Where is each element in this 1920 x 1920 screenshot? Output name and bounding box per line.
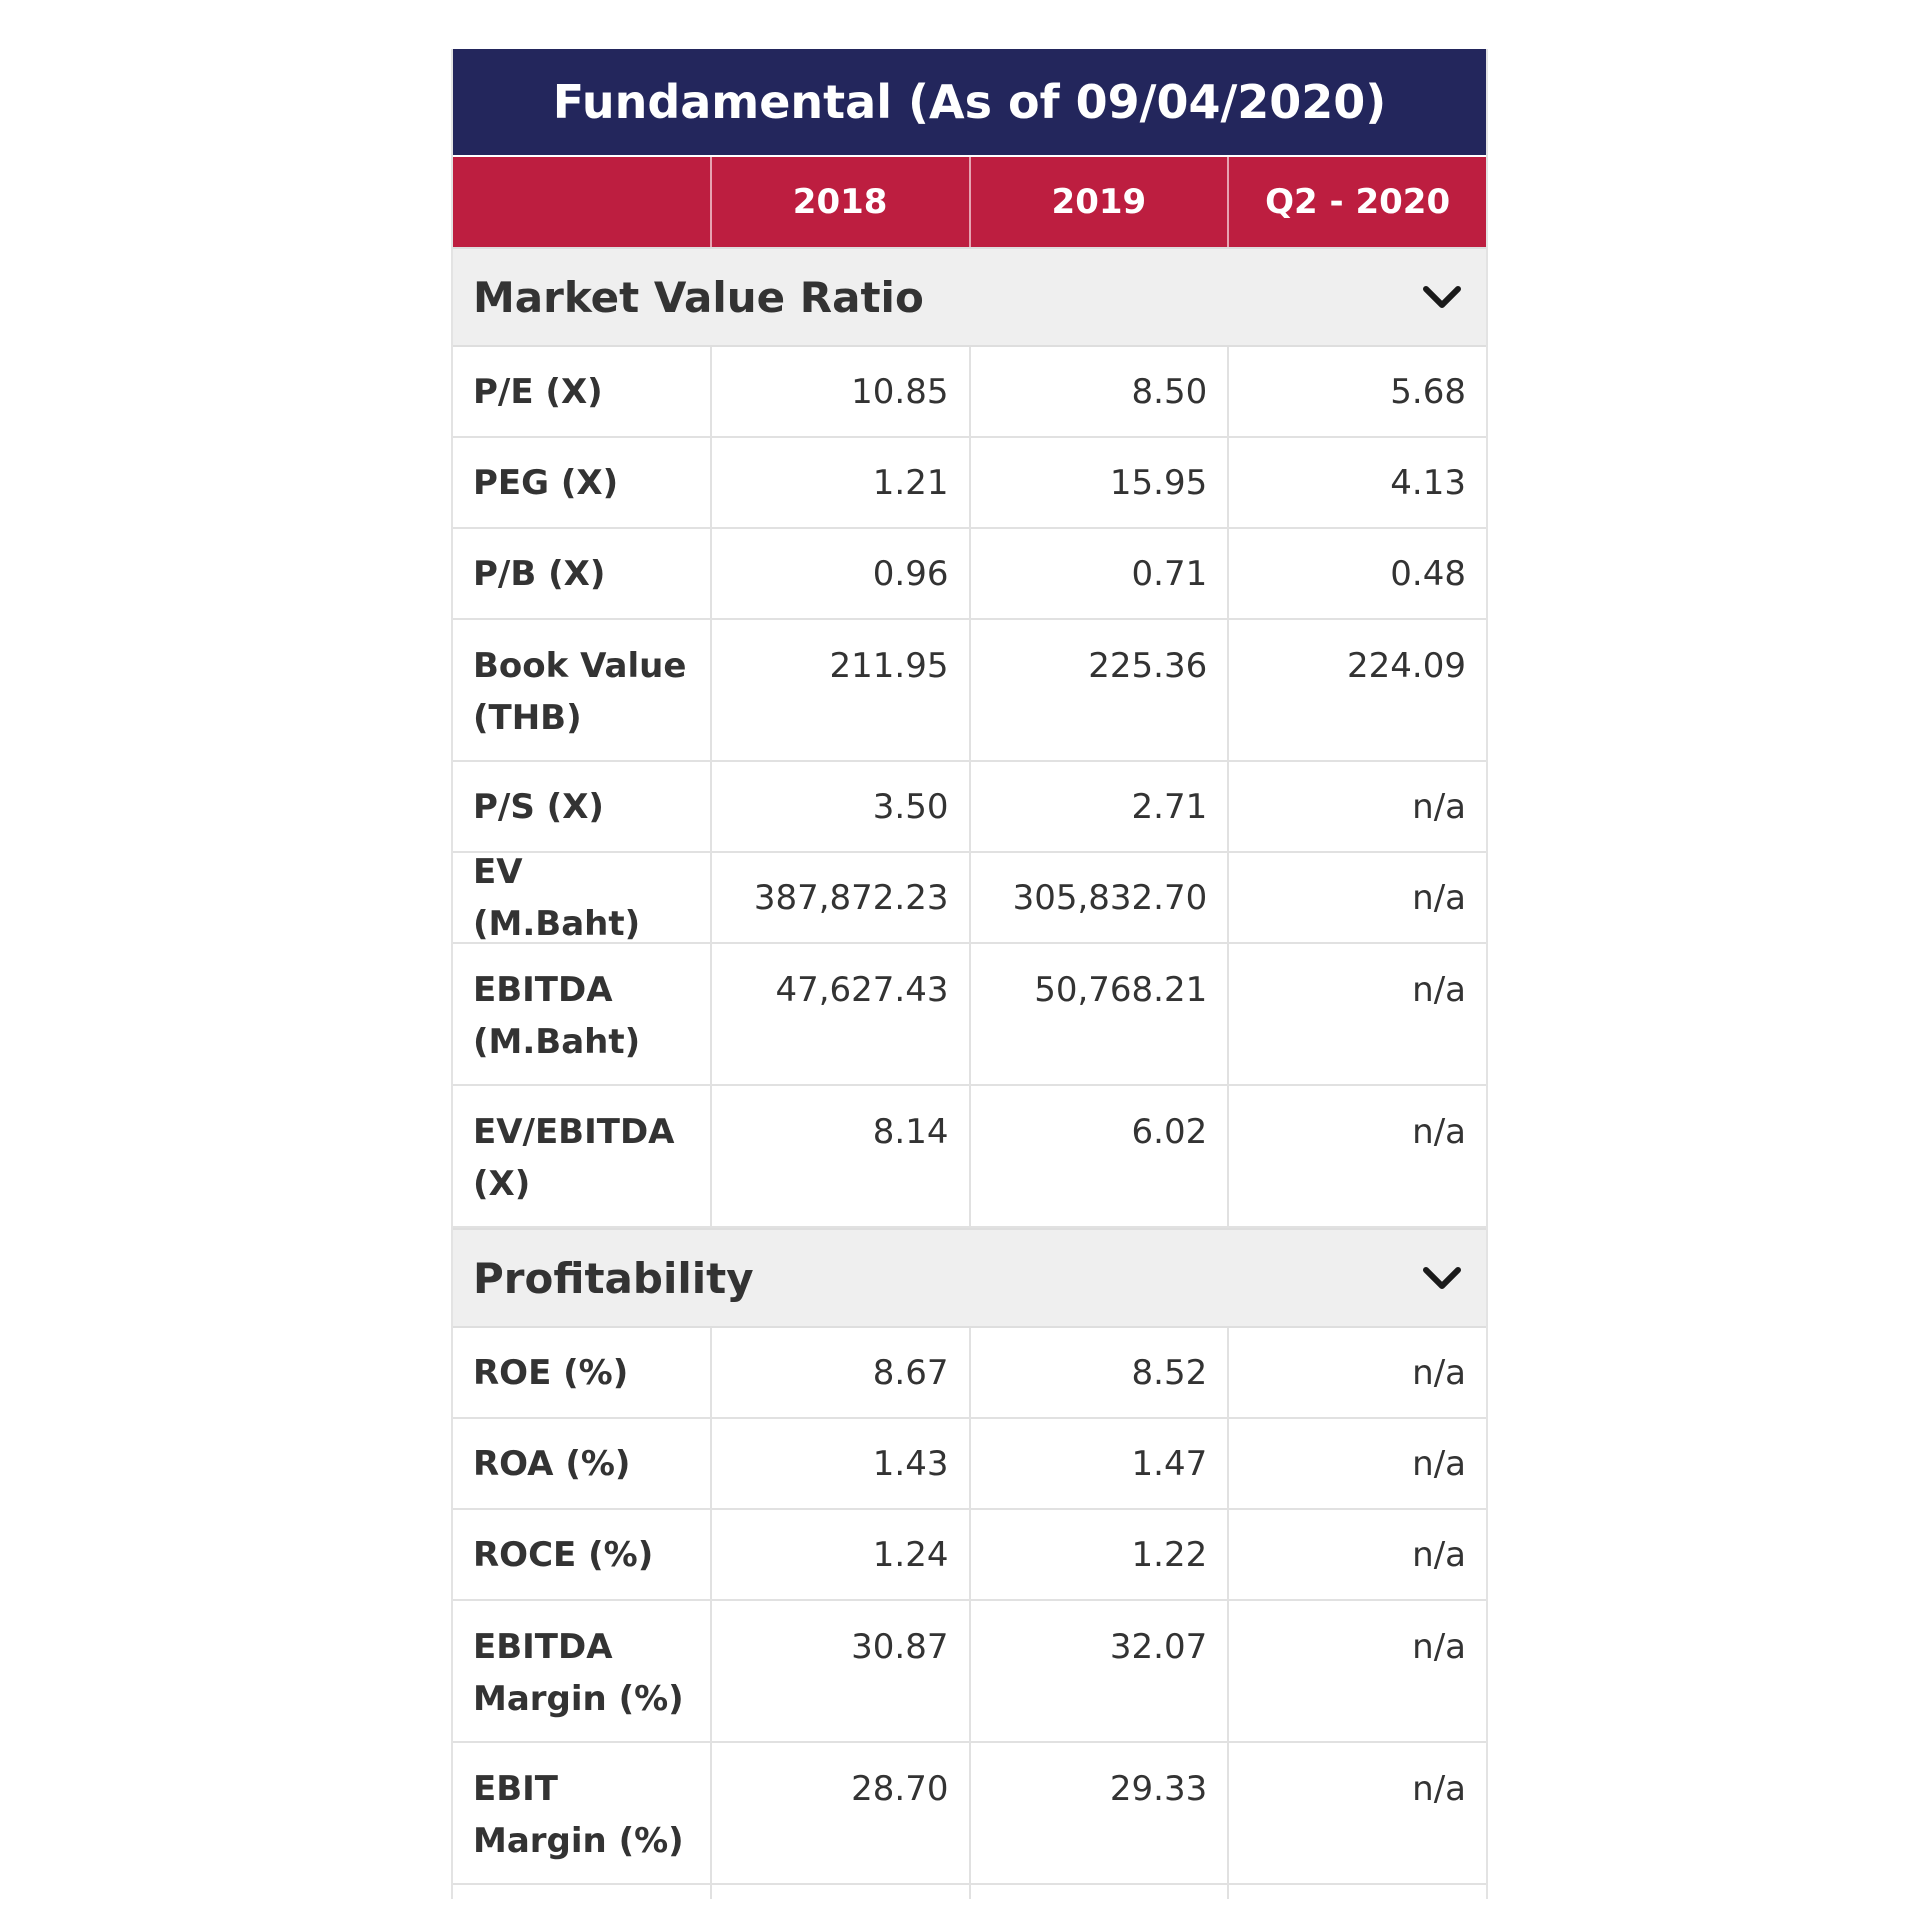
row-label: ROCE (%)	[473, 1534, 654, 1575]
row-value: 225.36	[969, 620, 1228, 760]
row-label: ROE (%)	[473, 1352, 629, 1393]
row-label: EBITDA Margin (%)	[473, 1627, 684, 1719]
row-value: 8.50	[969, 347, 1228, 436]
row-value: 0.71	[969, 529, 1228, 618]
table-row	[453, 347, 1486, 438]
table-row	[453, 620, 1486, 762]
table-row	[453, 529, 1486, 620]
row-value: 47,627.43	[710, 944, 969, 1084]
row-value: 8.52	[969, 1328, 1228, 1417]
row-value: n/a	[1227, 1328, 1486, 1417]
table-row	[453, 762, 1486, 853]
table-continuation	[453, 1885, 1486, 1899]
row-label: PEG (X)	[473, 462, 619, 503]
row-value: 224.09	[1227, 620, 1486, 760]
row-value: 30.87	[710, 1601, 969, 1741]
row-label: EBIT Margin (%)	[473, 1769, 684, 1861]
row-value: n/a	[1227, 1601, 1486, 1741]
row-value: 1.24	[710, 1510, 969, 1599]
row-label: ROA (%)	[473, 1443, 631, 1484]
column-header-2018: 2018	[710, 157, 969, 247]
row-value: 4.13	[1227, 438, 1486, 527]
row-value: 1.21	[710, 438, 969, 527]
row-value: 6.02	[969, 1086, 1228, 1226]
row-value: 305,832.70	[969, 853, 1228, 942]
column-header-row	[453, 155, 1486, 247]
row-value: n/a	[1227, 944, 1486, 1084]
row-value: 0.96	[710, 529, 969, 618]
table-row	[453, 1510, 1486, 1601]
row-value: n/a	[1227, 1086, 1486, 1226]
fundamental-table	[451, 49, 1488, 1899]
row-value: n/a	[1227, 1419, 1486, 1508]
row-label: Book Value (THB)	[473, 646, 687, 738]
column-header-2019: 2019	[969, 157, 1228, 247]
table-title: Fundamental (As of 09/04/2020)	[453, 49, 1486, 155]
row-value: n/a	[1227, 1510, 1486, 1599]
row-value: n/a	[1227, 762, 1486, 851]
section-title: Profitability	[473, 1253, 754, 1303]
row-value: 3.50	[710, 762, 969, 851]
row-value: 2.71	[969, 762, 1228, 851]
row-value: 387,872.23	[710, 853, 969, 942]
row-value: 50,768.21	[969, 944, 1228, 1084]
section-header-profitability[interactable]	[453, 1228, 1486, 1328]
row-value: 1.43	[710, 1419, 969, 1508]
table-row	[453, 1601, 1486, 1743]
table-row	[453, 1086, 1486, 1228]
table-row	[453, 438, 1486, 529]
section-header-market-value-ratio[interactable]	[453, 247, 1486, 347]
row-label: P/B (X)	[473, 553, 606, 594]
row-label: EV/EBITDA (X)	[473, 1112, 675, 1204]
row-value: 8.67	[710, 1328, 969, 1417]
row-value: 8.14	[710, 1086, 969, 1226]
row-value: 211.95	[710, 620, 969, 760]
column-header-label	[453, 157, 710, 247]
table-row	[453, 1328, 1486, 1419]
row-value: 1.47	[969, 1419, 1228, 1508]
row-label: EBITDA (M.Baht)	[473, 970, 641, 1062]
row-value: 10.85	[710, 347, 969, 436]
sections-container	[453, 247, 1486, 1885]
table-row	[453, 853, 1486, 944]
row-value: 1.22	[969, 1510, 1228, 1599]
row-label: P/S (X)	[473, 786, 604, 827]
row-value: 29.33	[969, 1743, 1228, 1883]
row-label: EV (M.Baht)	[473, 851, 641, 944]
table-row	[453, 1419, 1486, 1510]
row-value: 0.48	[1227, 529, 1486, 618]
section-title: Market Value Ratio	[473, 272, 924, 322]
row-value: 5.68	[1227, 347, 1486, 436]
chevron-down-icon[interactable]	[1418, 273, 1466, 321]
row-value: 15.95	[969, 438, 1228, 527]
row-label: P/E (X)	[473, 371, 603, 412]
row-value: 32.07	[969, 1601, 1228, 1741]
row-value: n/a	[1227, 1743, 1486, 1883]
chevron-down-icon[interactable]	[1418, 1254, 1466, 1302]
row-value: n/a	[1227, 853, 1486, 942]
column-header-q2-2020: Q2 - 2020	[1227, 157, 1486, 247]
table-row	[453, 1743, 1486, 1885]
table-row	[453, 944, 1486, 1086]
row-value: 28.70	[710, 1743, 969, 1883]
